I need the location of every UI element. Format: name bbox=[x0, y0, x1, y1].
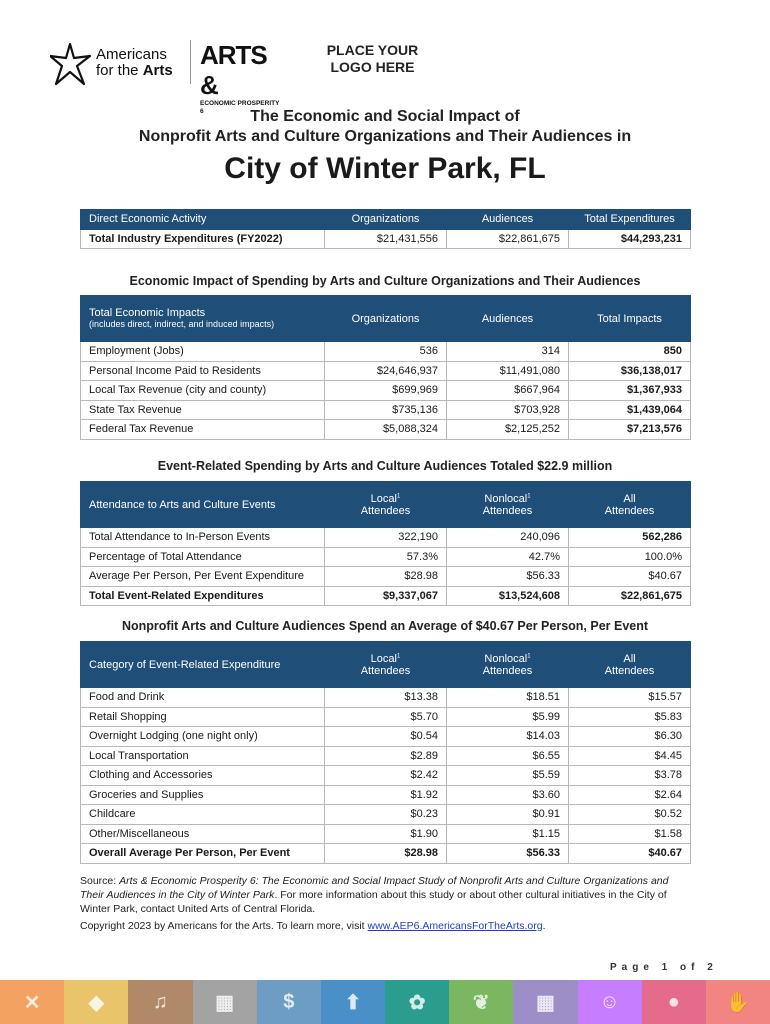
table-header: Audiences bbox=[447, 210, 569, 230]
grid-icon: ▦ bbox=[536, 991, 555, 1014]
table-cell: State Tax Revenue bbox=[81, 400, 325, 420]
table-cell: 57.3% bbox=[325, 547, 447, 567]
table-cell: 42.7% bbox=[447, 547, 569, 567]
pattern-tile bbox=[128, 980, 192, 1024]
table-header bbox=[325, 642, 447, 688]
table-cell: Federal Tax Revenue bbox=[81, 420, 325, 440]
header-local: Local bbox=[370, 652, 397, 665]
logo-divider bbox=[190, 40, 191, 84]
table-header: Organizations bbox=[325, 210, 447, 230]
table-cell: 850 bbox=[569, 342, 691, 362]
table-cell: $703,928 bbox=[447, 400, 569, 420]
table-cell: $18.51 bbox=[447, 688, 569, 708]
decorative-pattern-bar bbox=[0, 980, 770, 1024]
pattern-tile bbox=[706, 980, 770, 1024]
table-cell: Total Attendance to In-Person Events bbox=[81, 528, 325, 548]
subtitle-line-1: The Economic and Social Impact of bbox=[250, 108, 520, 125]
table-cell: $56.33 bbox=[447, 844, 569, 864]
table-header: Attendance to Arts and Culture Events bbox=[81, 482, 325, 528]
hand-icon: ✋ bbox=[725, 991, 751, 1014]
table-cell: $2,125,252 bbox=[447, 420, 569, 440]
source-label: Source: bbox=[80, 875, 120, 887]
table-cell: Total Industry Expenditures (FY2022) bbox=[81, 229, 325, 249]
table-cell: Overall Average Per Person, Per Event bbox=[81, 844, 325, 864]
table-cell: $5.59 bbox=[447, 766, 569, 786]
header-nonlocal: Nonlocal bbox=[484, 652, 528, 665]
table-cell: $15.57 bbox=[569, 688, 691, 708]
table-cell: $40.67 bbox=[569, 567, 691, 587]
table-cell: $36,138,017 bbox=[569, 361, 691, 381]
source-note bbox=[80, 874, 680, 916]
table-cell: $1.58 bbox=[569, 824, 691, 844]
table-header bbox=[569, 482, 691, 528]
table-row bbox=[81, 824, 691, 844]
table-cell: $3.78 bbox=[569, 766, 691, 786]
table-cell: $5,088,324 bbox=[325, 420, 447, 440]
table-cell: $0.54 bbox=[325, 727, 447, 747]
table-header bbox=[447, 482, 569, 528]
table-row bbox=[81, 766, 691, 786]
table-row bbox=[81, 727, 691, 747]
table-cell: Groceries and Supplies bbox=[81, 785, 325, 805]
table-cell: $5.83 bbox=[569, 707, 691, 727]
table-header: Audiences bbox=[447, 296, 569, 342]
table-cell: $13,524,608 bbox=[447, 586, 569, 606]
table-cell: $3.60 bbox=[447, 785, 569, 805]
aep6-logo bbox=[200, 40, 280, 115]
table-cell: 562,286 bbox=[569, 528, 691, 548]
table-cell: $40.67 bbox=[569, 844, 691, 864]
table-row bbox=[81, 688, 691, 708]
table-cell: Average Per Person, Per Event Expenditure bbox=[81, 567, 325, 587]
header-attendees: Attendees bbox=[482, 664, 533, 677]
table-cell: $0.91 bbox=[447, 805, 569, 825]
table-cell: $735,136 bbox=[325, 400, 447, 420]
table-cell: $0.52 bbox=[569, 805, 691, 825]
footnote-mark: 1 bbox=[527, 652, 531, 659]
header-all: All bbox=[623, 492, 636, 505]
table-row bbox=[81, 361, 691, 381]
table-cell: $4.45 bbox=[569, 746, 691, 766]
table-cell: $2.89 bbox=[325, 746, 447, 766]
table-cell: Other/Miscellaneous bbox=[81, 824, 325, 844]
americans-for-the-arts-logo bbox=[50, 42, 185, 86]
table-cell: $5.99 bbox=[447, 707, 569, 727]
footnote-mark: 1 bbox=[527, 492, 531, 499]
subtitle-line-2: Nonprofit Arts and Culture Organizations and Their Audiences in bbox=[138, 128, 632, 145]
table-cell: $22,861,675 bbox=[447, 229, 569, 249]
table-cell: $22,861,675 bbox=[569, 586, 691, 606]
table-cell: $28.98 bbox=[325, 567, 447, 587]
table-cell: $667,964 bbox=[447, 381, 569, 401]
spend-section-title: Nonprofit Arts and Culture Audiences Spend an Average of $40.67 Per Person, Per Event bbox=[121, 619, 649, 633]
star-figure-icon bbox=[50, 42, 92, 86]
table-cell: $11,491,080 bbox=[447, 361, 569, 381]
table-row bbox=[81, 844, 691, 864]
grid-icon: ▦ bbox=[215, 991, 235, 1014]
source-rest: . For more information about this study or about other cultural initiatives in the City of Winter Park, contact United Arts of Central Florida. bbox=[80, 889, 667, 915]
table-cell: $2.42 bbox=[325, 766, 447, 786]
table-cell: $9,337,067 bbox=[325, 586, 447, 606]
table-cell: $1.90 bbox=[325, 824, 447, 844]
diamond-icon: ◆ bbox=[88, 991, 104, 1014]
afta-wordmark bbox=[96, 47, 173, 79]
table-row bbox=[81, 567, 691, 587]
source-study-title: Arts & Economic Prosperity 6: The Economic and Social Impact Study of Nonprofit Arts and Culture Organizations and Their Audiences in the City of Winter Park bbox=[80, 875, 669, 901]
pattern-tile bbox=[578, 980, 642, 1024]
header-attendees: Attendees bbox=[604, 504, 655, 517]
spend-table bbox=[80, 641, 691, 864]
copyright-note bbox=[80, 920, 680, 932]
table-cell: $1,367,933 bbox=[569, 381, 691, 401]
table-cell: Employment (Jobs) bbox=[81, 342, 325, 362]
copyright-text: Copyright 2023 by Americans for the Arts. To learn more, visit bbox=[80, 920, 368, 932]
direct-activity-table bbox=[80, 209, 691, 249]
table-cell: $699,969 bbox=[325, 381, 447, 401]
impact-header-note: (includes direct, indirect, and induced impacts) bbox=[89, 319, 275, 329]
aep6-link[interactable]: www.AEP6.AmericansForTheArts.org bbox=[367, 920, 543, 932]
dollar-icon: $ bbox=[283, 990, 295, 1013]
table-row bbox=[81, 229, 691, 249]
afta-line-2b: Arts bbox=[142, 62, 173, 79]
header-attendees: Attendees bbox=[360, 504, 411, 517]
table-row bbox=[81, 342, 691, 362]
table-cell: Food and Drink bbox=[81, 688, 325, 708]
table-cell: $5.70 bbox=[325, 707, 447, 727]
table-cell: $0.23 bbox=[325, 805, 447, 825]
table-cell: $1.92 bbox=[325, 785, 447, 805]
table-cell: 240,096 bbox=[447, 528, 569, 548]
table-cell: Percentage of Total Attendance bbox=[81, 547, 325, 567]
table-cell: $1.15 bbox=[447, 824, 569, 844]
aep6-title: ARTS & bbox=[200, 40, 267, 100]
aep6-subtitle: ECONOMIC PROSPERITY 6 bbox=[200, 100, 280, 115]
header-attendees: Attendees bbox=[604, 664, 655, 677]
pattern-tile bbox=[642, 980, 706, 1024]
event-section-title: Event-Related Spending by Arts and Culture Audiences Totaled $22.9 million bbox=[157, 459, 613, 473]
table-cell: $2.64 bbox=[569, 785, 691, 805]
pattern-tile bbox=[257, 980, 321, 1024]
table-header: Organizations bbox=[325, 296, 447, 342]
table-row bbox=[81, 381, 691, 401]
event-table bbox=[80, 481, 691, 606]
header-attendees: Attendees bbox=[360, 664, 411, 677]
table-cell: $44,293,231 bbox=[569, 229, 691, 249]
table-cell: Childcare bbox=[81, 805, 325, 825]
table-row bbox=[81, 746, 691, 766]
table-cell: Total Event-Related Expenditures bbox=[81, 586, 325, 606]
face-icon: ☺ bbox=[599, 990, 620, 1013]
impact-table bbox=[80, 295, 691, 440]
table-row bbox=[81, 586, 691, 606]
table-row bbox=[81, 805, 691, 825]
table-header: Direct Economic Activity bbox=[81, 210, 325, 230]
table-header bbox=[81, 296, 325, 342]
table-row bbox=[81, 547, 691, 567]
pattern-tile bbox=[64, 980, 128, 1024]
afta-line-1: Americans bbox=[96, 46, 167, 63]
table-cell: Local Tax Revenue (city and county) bbox=[81, 381, 325, 401]
table-cell: $6.30 bbox=[569, 727, 691, 747]
logo-placeholder: PLACE YOUR LOGO HERE bbox=[326, 42, 419, 75]
table-row bbox=[81, 785, 691, 805]
table-row bbox=[81, 400, 691, 420]
table-cell: 322,190 bbox=[325, 528, 447, 548]
table-row bbox=[81, 420, 691, 440]
table-row bbox=[81, 528, 691, 548]
arrow-up-icon: ⬆ bbox=[344, 991, 362, 1014]
table-cell: Personal Income Paid to Residents bbox=[81, 361, 325, 381]
table-header bbox=[447, 642, 569, 688]
table-cell: 536 bbox=[325, 342, 447, 362]
pattern-tile bbox=[513, 980, 577, 1024]
header-attendees: Attendees bbox=[482, 504, 533, 517]
pattern-tile bbox=[0, 980, 64, 1024]
table-header bbox=[325, 482, 447, 528]
circle-icon: ● bbox=[667, 990, 680, 1013]
table-header bbox=[569, 642, 691, 688]
pattern-tile bbox=[385, 980, 449, 1024]
page-title: City of Winter Park, FL bbox=[224, 152, 546, 185]
header-all: All bbox=[623, 652, 636, 665]
pattern-tile bbox=[449, 980, 513, 1024]
table-header: Total Impacts bbox=[569, 296, 691, 342]
table-header: Total Expenditures bbox=[569, 210, 691, 230]
table-header: Category of Event-Related Expenditure bbox=[81, 642, 325, 688]
table-cell: Local Transportation bbox=[81, 746, 325, 766]
header-nonlocal: Nonlocal bbox=[484, 492, 528, 505]
table-cell: $56.33 bbox=[447, 567, 569, 587]
table-row bbox=[81, 707, 691, 727]
table-cell: Clothing and Accessories bbox=[81, 766, 325, 786]
table-cell: 100.0% bbox=[569, 547, 691, 567]
footnote-mark: 1 bbox=[396, 652, 401, 659]
report-subtitle bbox=[0, 107, 770, 147]
pattern-tile bbox=[193, 980, 257, 1024]
table-cell: $6.55 bbox=[447, 746, 569, 766]
table-cell: $1,439,064 bbox=[569, 400, 691, 420]
table-cell: $21,431,556 bbox=[325, 229, 447, 249]
flower-icon: ✿ bbox=[408, 991, 426, 1014]
table-cell: $13.38 bbox=[325, 688, 447, 708]
zigzag-icon: ✕ bbox=[23, 991, 41, 1014]
music-note-icon: ♫ bbox=[152, 990, 168, 1013]
copyright-end: . bbox=[542, 920, 546, 932]
afta-line-2a: for the bbox=[96, 62, 143, 79]
table-cell: Retail Shopping bbox=[81, 707, 325, 727]
impact-header-main: Total Economic Impacts bbox=[89, 307, 206, 319]
page-number: Page 1 of 2 bbox=[610, 962, 718, 973]
table-cell: $7,213,576 bbox=[569, 420, 691, 440]
impact-section-title: Economic Impact of Spending by Arts and Culture Organizations and Their Audiences bbox=[129, 274, 641, 288]
leaf-icon: ❦ bbox=[472, 991, 490, 1014]
table-cell: $24,646,937 bbox=[325, 361, 447, 381]
table-cell: $28.98 bbox=[325, 844, 447, 864]
footnote-mark: 1 bbox=[396, 492, 401, 499]
table-cell: $14.03 bbox=[447, 727, 569, 747]
pattern-tile bbox=[321, 980, 385, 1024]
header-local: Local bbox=[370, 492, 397, 505]
table-cell: 314 bbox=[447, 342, 569, 362]
table-cell: Overnight Lodging (one night only) bbox=[81, 727, 325, 747]
